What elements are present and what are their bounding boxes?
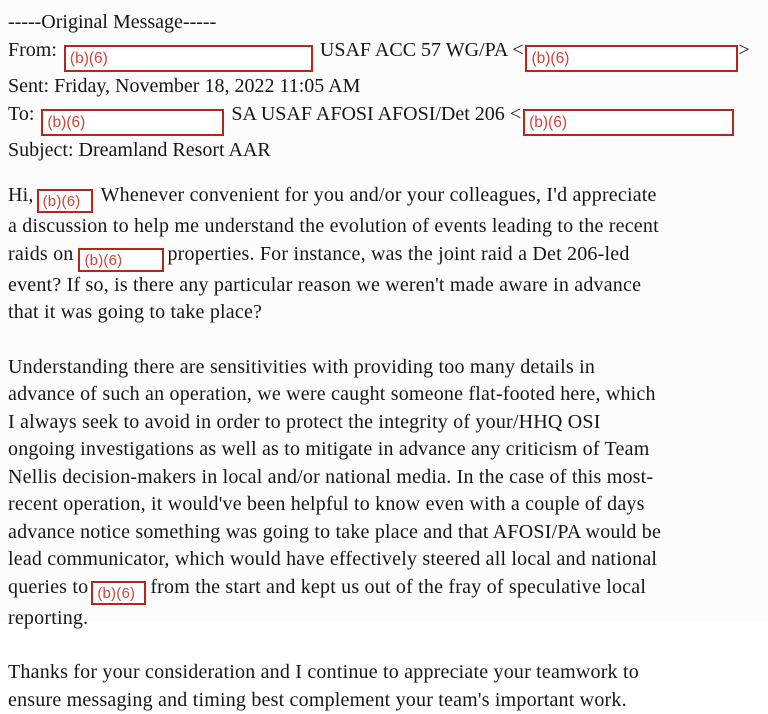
greeting-name-redaction-box: (b)(6) (37, 189, 93, 213)
paragraph-1 (8, 182, 663, 327)
original-message-separator: -----Original Message----- (8, 11, 217, 33)
subject-value: Dreamland Resort AAR (78, 139, 271, 161)
to-email-redaction-box: (b)(6) (523, 109, 734, 136)
to-label: To: (8, 103, 35, 125)
email-body (8, 182, 663, 714)
paragraph-3 (8, 659, 663, 714)
from-line (8, 36, 760, 72)
from-label: From: (8, 39, 57, 61)
paragraph-1-text: properties. For instance, was the joint raid a Det 206-led event? If so, is there any particular reason we weren't made aware in advance that it was going to take place? (8, 242, 642, 323)
to-name-redaction-box: (b)(6) (41, 109, 224, 136)
paragraph-2-text: from the start and kept us out of the fray of speculative local reporting. (8, 575, 647, 629)
to-org: SA USAF AFOSI AFOSI/Det 206 (231, 103, 505, 125)
paragraph-2-text: Understanding there are sensitivities with providing too many details in advance of such an operation, we were caught someone flat-footed here, which I always seek to avoid in order to protect the integrity of your/HHQ OSI ongoing investigations as well as to mitigate in advance any criticism of Team Nellis decision-makers in local and/or national media. In the case of this most-recent operation, it would've been helpful to know even with a couple of days advance notice something was going to take place and that AFOSI/PA would be lead communicator, which would have effectively steered all local and national queries to (8, 355, 662, 598)
from-open-bracket: < (512, 39, 524, 61)
paragraph-2 (8, 354, 663, 633)
subject-label: Subject: (8, 139, 74, 161)
to-line (8, 100, 760, 136)
paragraph-1-text: Whenever convenient for you and/or your colleagues, I'd appreciate a discussion to help me understand the evolution of events leading to the recent raids on (8, 184, 659, 265)
email-header (8, 8, 760, 164)
sent-value: Friday, November 18, 2022 11:05 AM (54, 75, 361, 97)
from-name-redaction-box: (b)(6) (64, 45, 313, 72)
queries-redaction-box: (b)(6) (91, 581, 146, 605)
subject-line (8, 136, 760, 164)
sent-label: Sent: (8, 75, 50, 97)
to-open-bracket: < (509, 103, 522, 125)
from-org: USAF ACC 57 WG/PA (319, 39, 508, 61)
sent-line (8, 72, 760, 100)
from-email-redaction-box: (b)(6) (525, 45, 738, 72)
paragraph-3-text: Thanks for your consideration and I continue to appreciate your teamwork to ensure messaging and timing best complement your team's important work. (8, 661, 639, 711)
from-close-bracket: > (738, 39, 750, 61)
paragraph-1-text: Hi, (8, 184, 34, 206)
property-owner-redaction-box: (b)(6) (78, 248, 164, 272)
